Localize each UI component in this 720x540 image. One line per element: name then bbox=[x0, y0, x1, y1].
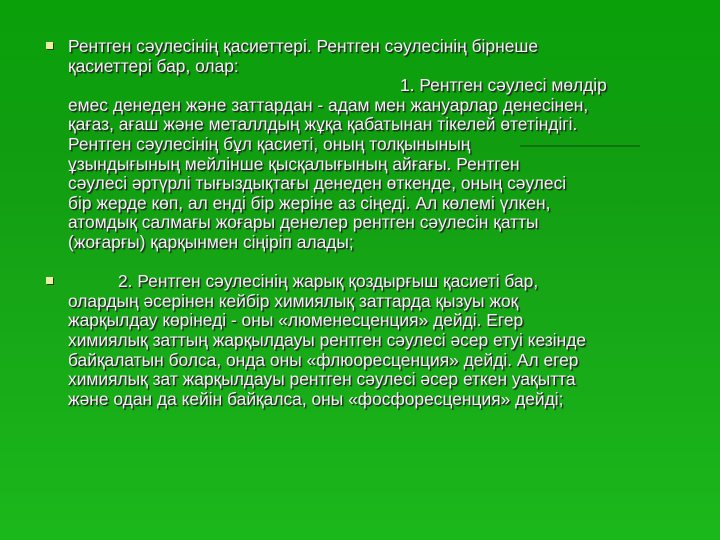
square-bullet-icon bbox=[46, 42, 53, 49]
paragraph-line: қағаз, ағаш және металлдың жұқа қабатынан тікелей өтетіндігі. bbox=[68, 114, 578, 135]
square-bullet-icon bbox=[46, 277, 53, 284]
paragraph-line: жарқылдау көрінеді - оны «люменесценция» дейді. Егер bbox=[68, 310, 524, 331]
paragraph-line: қасиеттері бар, олар: bbox=[68, 55, 239, 76]
bullet-item-1 bbox=[46, 37, 686, 253]
bullet-list bbox=[46, 37, 686, 429]
paragraph-line: химиялық зат жарқылдауы рентген сәулесі әсер еткен уақытта bbox=[68, 369, 576, 390]
paragraph-line: байқалатын болса, онда оны «флюоресценция» дейді. Ал егер bbox=[68, 349, 579, 370]
paragraph-line: 1. Рентген сәулесі мөлдір bbox=[400, 75, 607, 96]
paragraph-line: (жоғарғы) қарқынмен сіңіріп алады; bbox=[68, 231, 354, 252]
paragraph-line: химиялық заттың жарқылдауы рентген сәулесі әсер етуі кезінде bbox=[68, 329, 587, 350]
paragraph-line: бір жерде көп, ал енді бір жеріне аз сіңеді. Ал көлемі үлкен, bbox=[68, 192, 551, 213]
paragraph-line: сәулесі әртүрлі тығыздықтағы денеден өткенде, оның сәулесі bbox=[68, 173, 567, 194]
paragraph-line: 2. Рентген сәулесінің жарық қоздырғыш қасиеті бар, bbox=[118, 271, 539, 292]
paragraph-line: ұзындығының мейлінше қысқалығының айғағы. Рентген bbox=[68, 153, 520, 174]
paragraph-line: олардың әсерінен кейбір химиялық заттарда қызуы жоқ bbox=[68, 290, 519, 311]
paragraph-line: Рентген сәулесінің қасиеттері. Рентген сәулесінің бірнеше bbox=[68, 36, 538, 56]
paragraph-line: Рентген сәулесінің бұл қасиеті, оның толқынының bbox=[68, 133, 471, 154]
paragraph-line: атомдық салмағы жоғары денелер рентген сәулесін қатты bbox=[68, 212, 539, 233]
bullet-item-2 bbox=[46, 272, 686, 409]
paragraph-line: емес денеден және заттардан - адам мен жануарлар денесінен, bbox=[68, 94, 589, 115]
paragraph-line: және одан да кейін байқалса, оны «фосфоресценция» дейді; bbox=[68, 388, 564, 409]
